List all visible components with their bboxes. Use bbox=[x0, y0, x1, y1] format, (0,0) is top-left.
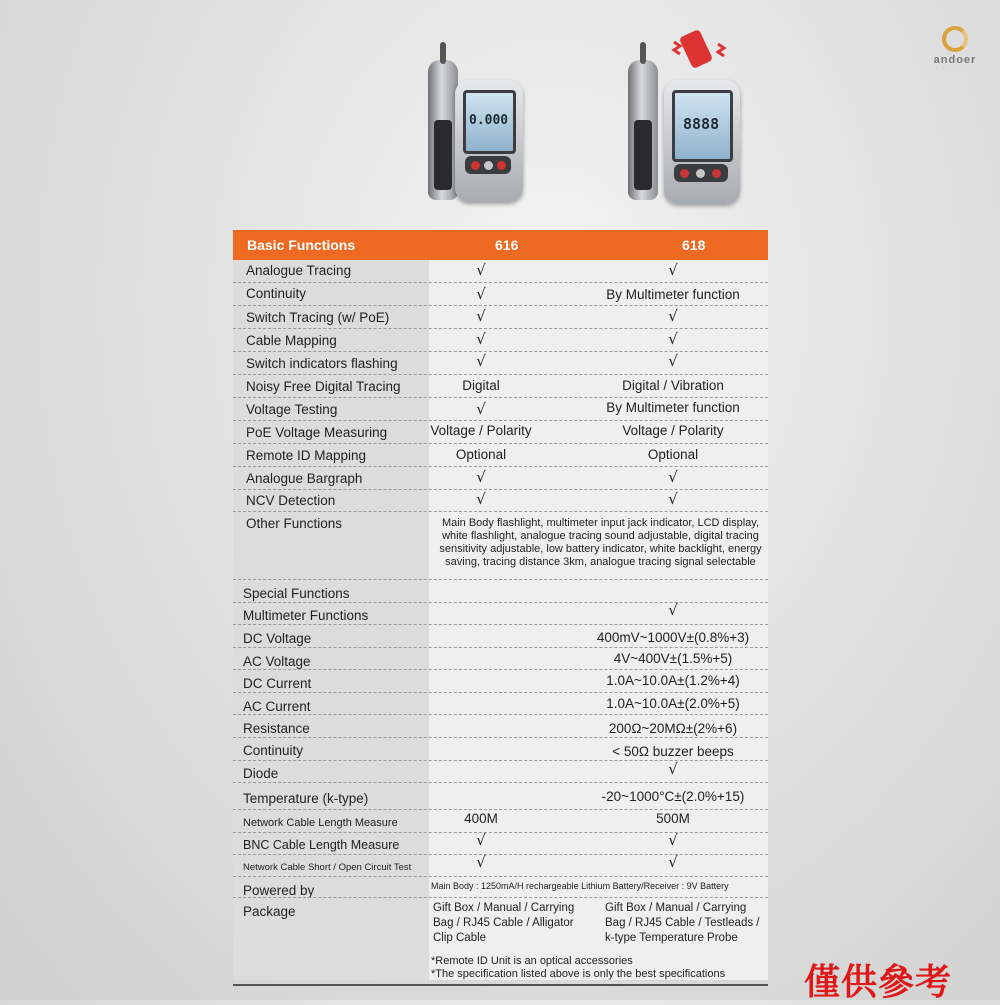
row-value-616: √ bbox=[476, 831, 486, 849]
table-row bbox=[233, 670, 768, 693]
other-functions-text: Main Body flashlight, multimeter input jack indicator, LCD display, white flashlight, analogue tracing sound adjustable, digital tracing sensitivity adjustable, low battery indicator, white backlight, energy saving, tracing distance 3km, analogue tracing signal selectable bbox=[439, 517, 762, 568]
row-label: Diode bbox=[243, 766, 279, 781]
product-images bbox=[0, 0, 1000, 225]
row-value-618: √ bbox=[668, 490, 678, 508]
meter-618-image bbox=[664, 80, 740, 204]
row-value-616: √ bbox=[476, 352, 486, 370]
table-row bbox=[233, 375, 768, 398]
row-label: Network Cable Length Measure bbox=[243, 817, 398, 829]
table-row bbox=[233, 603, 768, 625]
meter-616-keypad bbox=[465, 156, 511, 174]
table-row bbox=[233, 693, 768, 715]
row-value-618: 4V~400V±(1.5%+5) bbox=[613, 651, 733, 666]
row-value-618: √ bbox=[668, 330, 678, 348]
row-value-618: 1.0A~10.0A±(2.0%+5) bbox=[606, 696, 740, 711]
row-label: Noisy Free Digital Tracing bbox=[246, 379, 401, 394]
meter-616-screen bbox=[463, 90, 516, 154]
row-value-618: 1.0A~10.0A±(1.2%+4) bbox=[606, 673, 740, 688]
row-value-616: 400M bbox=[464, 811, 498, 826]
package-616: Gift Box / Manual / Carrying Bag / RJ45 Cable / Alligator Clip Cable bbox=[433, 902, 575, 944]
table-row bbox=[233, 467, 768, 490]
powered-by-text: Main Body : 1250mA/H rechargeable Lithium Battery/Receiver : 9V Battery bbox=[431, 881, 729, 891]
header-basic-functions: Basic Functions bbox=[247, 237, 356, 253]
row-value-618: √ bbox=[668, 831, 678, 849]
table-row bbox=[233, 648, 768, 670]
row-value-618: Digital / Vibration bbox=[622, 378, 724, 393]
brand-name: andoer bbox=[933, 54, 977, 66]
row-value-616: √ bbox=[476, 400, 486, 418]
probe-616-image bbox=[428, 60, 458, 200]
row-value-616: Voltage / Polarity bbox=[430, 423, 532, 438]
row-value-618: √ bbox=[668, 307, 678, 325]
meter-618-keypad bbox=[674, 164, 728, 182]
row-value-618: √ bbox=[668, 352, 678, 370]
vibration-phone-icon bbox=[668, 22, 728, 82]
meter-618-screen bbox=[672, 90, 733, 162]
row-value-618: By Multimeter function bbox=[606, 287, 740, 302]
row-label: PoE Voltage Measuring bbox=[246, 425, 388, 440]
table-row bbox=[233, 260, 768, 283]
row-label: Analogue Bargraph bbox=[246, 471, 363, 486]
row-label: Resistance bbox=[243, 721, 310, 736]
row-label: DC Voltage bbox=[243, 631, 312, 646]
table-row bbox=[233, 352, 768, 375]
table-row bbox=[233, 738, 768, 761]
row-value-618: < 50Ω buzzer beeps bbox=[612, 744, 734, 759]
row-label: Voltage Testing bbox=[246, 402, 338, 417]
row-value-616: √ bbox=[476, 853, 486, 871]
row-label: NCV Detection bbox=[246, 493, 336, 508]
row-label: Switch indicators flashing bbox=[246, 356, 398, 371]
probe-618-tip bbox=[640, 42, 646, 64]
table-row bbox=[233, 715, 768, 738]
row-label: Continuity bbox=[243, 743, 304, 758]
row-value-616: √ bbox=[476, 307, 486, 325]
meter-616-image bbox=[455, 80, 523, 202]
row-label: AC Current bbox=[243, 699, 311, 714]
table-row bbox=[233, 329, 768, 352]
row-label: Continuity bbox=[246, 286, 307, 301]
row-value-618: √ bbox=[668, 468, 678, 486]
row-label: BNC Cable Length Measure bbox=[243, 838, 400, 852]
row-value-616: √ bbox=[476, 285, 486, 303]
header-618: 618 bbox=[682, 237, 706, 253]
table-row bbox=[233, 833, 768, 855]
table-row bbox=[233, 444, 768, 467]
probe-618-image bbox=[628, 60, 658, 200]
row-label: AC Voltage bbox=[243, 654, 311, 669]
section-label: Special Functions bbox=[243, 586, 350, 601]
row-value-618: Voltage / Polarity bbox=[622, 423, 724, 438]
row-value-616: Digital bbox=[462, 378, 500, 393]
brand-tagline-decoration: · · · · · · bbox=[935, 66, 975, 72]
row-label: Analogue Tracing bbox=[246, 263, 352, 278]
row-label: Multimeter Functions bbox=[243, 608, 369, 623]
row-value-616: √ bbox=[476, 490, 486, 508]
table-row bbox=[233, 810, 768, 833]
row-value-618: Optional bbox=[647, 447, 699, 462]
table-row bbox=[233, 855, 768, 877]
header-616: 616 bbox=[495, 237, 519, 253]
row-label: Powered by bbox=[243, 883, 315, 898]
row-value-618: 400mV~1000V±(0.8%+3) bbox=[596, 630, 750, 645]
table-row bbox=[233, 490, 768, 512]
row-value-618: By Multimeter function bbox=[606, 400, 740, 415]
comparison-table bbox=[233, 230, 768, 987]
row-value-616: √ bbox=[476, 468, 486, 486]
special-functions-row bbox=[233, 580, 768, 603]
table-row bbox=[233, 421, 768, 444]
meter-616-readout: 0.000 bbox=[469, 113, 509, 128]
row-label: Cable Mapping bbox=[246, 333, 337, 348]
row-value-618: √ bbox=[668, 601, 678, 619]
table-row bbox=[233, 283, 768, 306]
row-value-618: √ bbox=[668, 853, 678, 871]
row-label: Remote ID Mapping bbox=[246, 448, 367, 463]
row-label: Other Functions bbox=[246, 516, 343, 531]
table-row bbox=[233, 306, 768, 329]
table-row bbox=[233, 625, 768, 648]
note-line: *The specification listed above is only the best specifications bbox=[431, 968, 726, 980]
row-value-618: 200Ω~20MΩ±(2%+6) bbox=[608, 721, 738, 736]
row-value-618: -20~1000°C±(2.0%+15) bbox=[601, 789, 745, 804]
row-value-618: √ bbox=[668, 760, 678, 778]
row-value-618: 500M bbox=[656, 811, 690, 826]
reference-only-stamp: 僅供參考 bbox=[804, 961, 953, 1003]
row-value-618: √ bbox=[668, 261, 678, 279]
row-label: DC Current bbox=[243, 676, 312, 691]
probe-616-tip bbox=[440, 42, 446, 64]
row-value-616: √ bbox=[476, 330, 486, 348]
row-label: Temperature (k-type) bbox=[243, 791, 369, 806]
row-label: Network Cable Short / Open Circuit Test bbox=[243, 862, 412, 873]
table-row bbox=[233, 398, 768, 421]
package-618: Gift Box / Manual / Carrying Bag / RJ45 Cable / Testleads / k-type Temperature Probe bbox=[605, 902, 760, 944]
table-bottom-rule bbox=[233, 984, 768, 986]
row-label: Package bbox=[243, 904, 296, 919]
row-value-616: Optional bbox=[455, 447, 507, 462]
row-label: Switch Tracing (w/ PoE) bbox=[246, 310, 390, 325]
note-line: *Remote ID Unit is an optical accessories bbox=[431, 955, 633, 967]
table-row bbox=[233, 761, 768, 783]
table-row bbox=[233, 783, 768, 810]
table-header bbox=[233, 230, 768, 260]
row-value-616: √ bbox=[476, 261, 486, 279]
meter-618-readout: 8888 bbox=[683, 115, 720, 133]
